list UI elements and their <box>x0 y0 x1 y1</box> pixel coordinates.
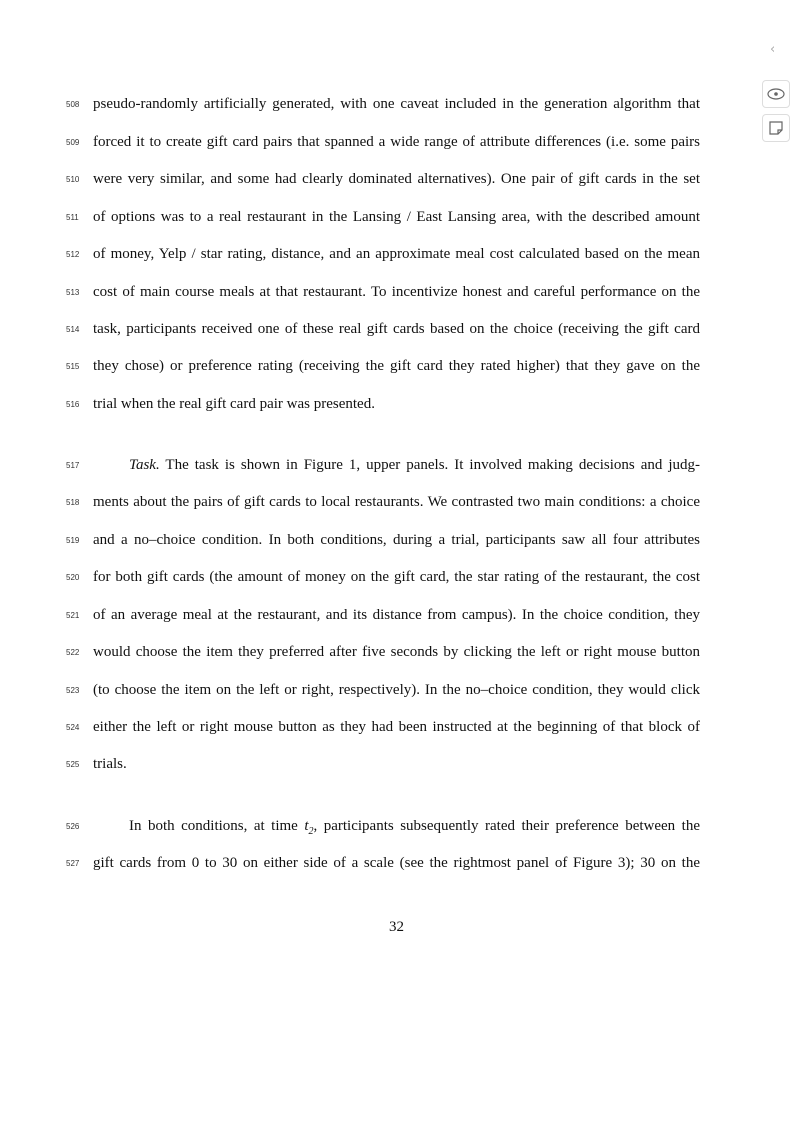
line-text: either the left or right mouse button as they had been instructed at the beginning of that block of <box>93 719 700 735</box>
line-number: 508 <box>66 100 80 109</box>
line-number: 526 <box>66 822 80 831</box>
line-text: trials. <box>93 756 127 772</box>
text-line <box>0 282 793 302</box>
line-number: 525 <box>66 760 80 769</box>
text-line <box>0 169 793 189</box>
line-text: Task. The task is shown in Figure 1, upper panels. It involved making decisions and judg- <box>129 457 700 473</box>
line-number: 527 <box>66 859 80 868</box>
line-number: 516 <box>66 400 80 409</box>
line-text: pseudo-randomly artificially generated, with one caveat included in the generation algorithm that <box>93 96 700 112</box>
chevron-left-icon[interactable]: ‹ <box>770 42 776 57</box>
line-text: trial when the real gift card pair was presented. <box>93 396 375 412</box>
line-number: 509 <box>66 138 80 147</box>
line-text: ments about the pairs of gift cards to local restaurants. We contrasted two main conditions: a choice <box>93 494 700 510</box>
line-number: 514 <box>66 325 80 334</box>
line-text: forced it to create gift card pairs that spanned a wide range of attribute differences (i.e. some pairs <box>93 134 700 150</box>
line-number: 515 <box>66 362 80 371</box>
text-line <box>0 530 793 550</box>
text-line <box>0 455 793 475</box>
line-text: of an average meal at the restaurant, and its distance from campus). In the choice condition, they <box>93 607 700 623</box>
line-text: (to choose the item on the left or right, respectively). In the no–choice condition, they would click <box>93 682 700 698</box>
line-text: of options was to a real restaurant in the Lansing / East Lansing area, with the described amount <box>93 209 700 225</box>
line-number: 510 <box>66 175 80 184</box>
line-number: 513 <box>66 288 80 297</box>
text-line <box>0 94 793 114</box>
text-line <box>0 642 793 662</box>
text-line <box>0 567 793 587</box>
line-text: task, participants received one of these real gift cards based on the choice (receiving the gift card <box>93 321 700 337</box>
line-text: were very similar, and some had clearly dominated alternatives). One pair of gift cards in the set <box>93 171 700 187</box>
line-text: they chose) or preference rating (receiving the gift card they rated higher) that they gave on the <box>93 358 700 374</box>
section-heading: Task. <box>129 457 160 473</box>
text-line <box>0 132 793 152</box>
text-line <box>0 207 793 227</box>
text-line <box>0 492 793 512</box>
line-text: In both conditions, at time $t_2$, participants subsequently rated their preference between the <box>129 818 700 837</box>
text-line <box>0 605 793 625</box>
text-line <box>0 356 793 376</box>
line-text: for both gift cards (the amount of money on the gift card, the star rating of the restaurant, the cost <box>93 569 700 585</box>
line-text: and a no–choice condition. In both conditions, during a trial, participants saw all four attributes <box>93 532 700 548</box>
line-number: 519 <box>66 536 80 545</box>
line-text: gift cards from 0 to 30 on either side of a scale (see the rightmost panel of Figure 3); 30 on the <box>93 855 700 871</box>
line-number: 517 <box>66 461 80 470</box>
text-line <box>0 394 793 414</box>
line-number: 520 <box>66 573 80 582</box>
line-text: would choose the item they preferred after five seconds by clicking the left or right mouse button <box>93 644 700 660</box>
math-variable: $t_2$ <box>304 818 314 837</box>
line-text: cost of main course meals at that restaurant. To incentivize honest and careful performance on the <box>93 284 700 300</box>
text-line <box>0 853 793 873</box>
line-number: 524 <box>66 723 80 732</box>
page-number: 32 <box>389 919 404 935</box>
line-number: 523 <box>66 686 80 695</box>
line-number: 511 <box>66 213 79 222</box>
text-line <box>0 816 793 836</box>
line-number: 521 <box>66 611 80 620</box>
line-number: 512 <box>66 250 80 259</box>
text-line <box>0 754 793 774</box>
text-line <box>0 680 793 700</box>
line-number: 518 <box>66 498 80 507</box>
text-line <box>0 244 793 264</box>
line-number: 522 <box>66 648 80 657</box>
text-line <box>0 717 793 737</box>
text-line <box>0 319 793 339</box>
line-text: of money, Yelp / star rating, distance, and an approximate meal cost calculated based on the mean <box>93 246 700 262</box>
